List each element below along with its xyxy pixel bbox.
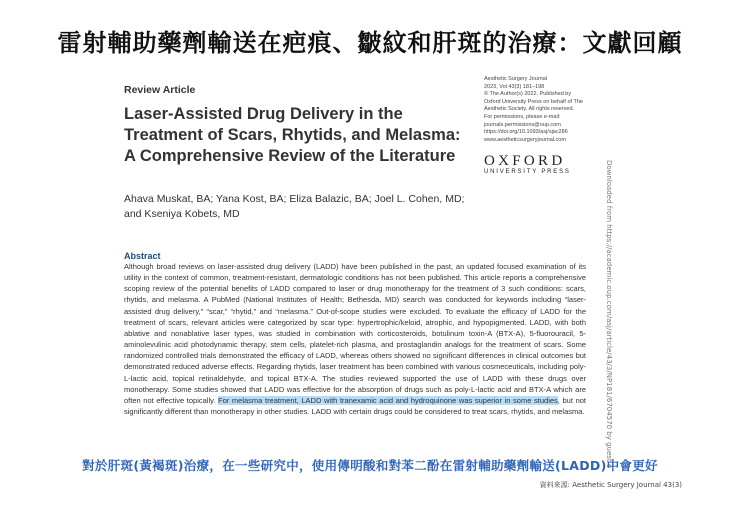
article-title: Laser-Assisted Drug Delivery in the Treatment of Scars, Rhytids, and Melasma: A Comprehensive Review of the Literature bbox=[124, 105, 461, 165]
journal-info-line: www.aestheticsurgeryjournal.com bbox=[484, 136, 566, 143]
paper-excerpt bbox=[118, 70, 618, 454]
publisher-name: OXFORD bbox=[484, 153, 566, 169]
journal-info-line: Aesthetic Society. All rights reserved. bbox=[484, 106, 575, 113]
journal-info-line: 2023, Vol 43(3) 181–198 bbox=[484, 83, 545, 90]
journal-info-line: Oxford University Press on behalf of The bbox=[484, 98, 583, 105]
highlighted-finding: For melasma treatment, LADD with tranexamic acid and hydroquinone was superior in some studies bbox=[218, 395, 558, 405]
slide-headline: 雷射輔助藥劑輸送在疤痕、皺紋和肝斑的治療：文獻回顧 bbox=[57, 29, 683, 57]
journal-info-line: https://doi.org/10.1093/asj/sjac286 bbox=[484, 129, 568, 136]
journal-citation bbox=[484, 76, 604, 144]
abstract-text bbox=[124, 261, 586, 417]
journal-info-line: Aesthetic Surgery Journal bbox=[484, 76, 547, 82]
abstract-text-part: Although broad reviews on laser-assisted drug delivery (LADD) have been published in the past, an updated focused examination of its utility in the context of common, treatment-resistant, dermatologic conditions has not been published. This article reports a comprehensive scoping review of the potential benefits of LADD compared to laser or drug monotherapy for the treatment of 3 such conditions: scars, rhytids, and melasma. A PubMed (National Institutes of Health; Bethesda, MD) search was conducted for keywords including “laser-assisted drug delivery,” “scar,” “rhytid,” and “melasma.” Out-of-scope studies were excluded. To evaluate the efficacy of LADD for the treatment of scars, relevant articles were categorized by scar type: hypertrophic/keloid, atrophic, and hypopigmented. LADD, with both ablative and nonablative laser types, was studied in combination with corticosteroids, botulinum toxin-A (BTX-A), 5-fluorouracil, 5-aminolevulinic acid photodynamic therapy, stem cells, platelet-rich plasma, and prostaglandin analogs for the treatment of scars. Some randomized controlled trials demonstrated the efficacy of LADD, whereas others showed no significant differences in clinical outcomes but demonstrated reduced adverse effects. Regarding rhytids, laser treatment has been combined with various cosmeceuticals, including poly-L-lactic acid, topical retinaldehyde, and topical BTX-A. The studies reviewed supported the use of LADD with these drugs over monotherapy. Some studies showed that LADD was effective for the absorption of drugs such as poly-L-lactic acid and BTX-A which are often not effective topically. bbox=[124, 262, 586, 405]
download-watermark: Downloaded from https://academic.oup.com/asj/article/43/3/NP181/6704570 by guest o bbox=[605, 160, 613, 469]
slide-caption: 對於肝斑(黃褐斑)治療，在一些研究中，使用傳明酸和對苯二酚在雷射輔助藥劑輸送(LADD)中會更好 bbox=[82, 458, 658, 473]
source-citation: 資料來源: Aesthetic Surgery Journal 43(3) bbox=[539, 481, 682, 489]
article-type-label: Review Article bbox=[124, 84, 196, 96]
publisher-subtitle: UNIVERSITY PRESS bbox=[484, 169, 571, 175]
abstract-heading: Abstract bbox=[124, 251, 161, 261]
journal-info-line: © The Author(s) 2022. Published by bbox=[484, 91, 572, 98]
publisher-logo bbox=[484, 153, 614, 175]
abstract-text-part: , but not significantly different than monotherapy in other studies. LADD with certain drugs could be considered to treat scars, rhytids, and melasma. bbox=[124, 395, 586, 417]
author-list: Ahava Muskat, BA; Yana Kost, BA; Eliza Balazic, BA; Joel L. Cohen, MD; and Kseniya Kobets, MD bbox=[124, 193, 465, 220]
journal-info-line: journals.permissions@oup.com bbox=[484, 121, 561, 128]
journal-info-line: For permissions, please e-mail: bbox=[484, 113, 561, 120]
